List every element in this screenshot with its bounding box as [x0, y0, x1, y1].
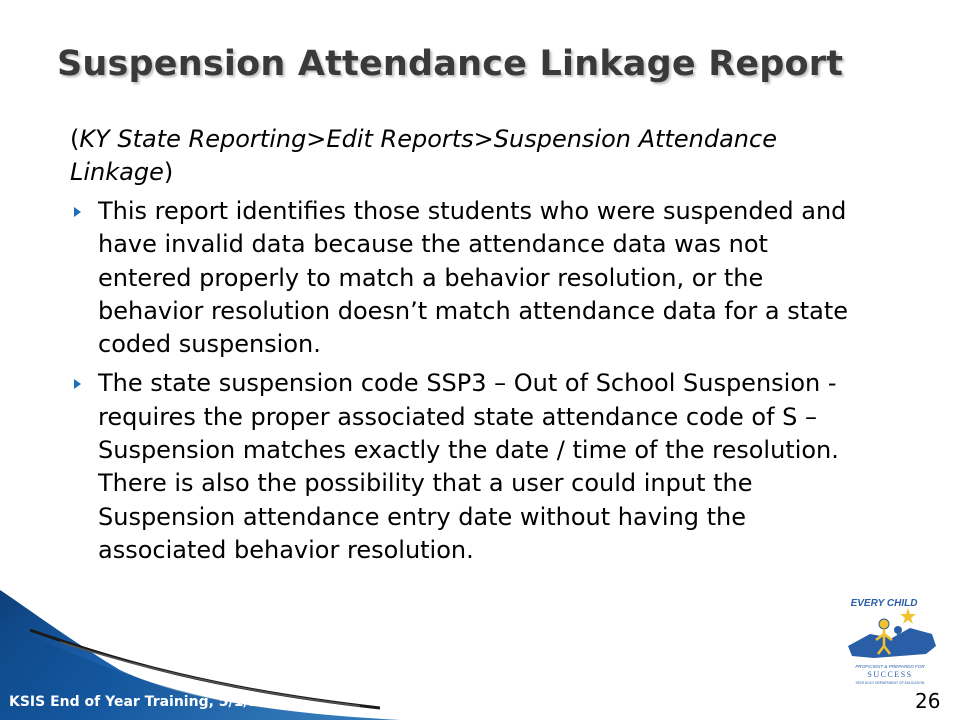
logo-sub-text: PROFICIENT & PREPARED FOR [855, 664, 925, 669]
footer-text: KSIS End of Year Training, 5/1/13 [9, 694, 268, 710]
triangle-right-icon [74, 379, 81, 389]
bullet-text: This report identifies those students who were suspended and have invalid data because the attendance data was not entered properly to match a behavior resolution, or the behavior resolution doesn’t match attendance data for a state coded suspension. [98, 197, 849, 359]
logo-org-text: KENTUCKY DEPARTMENT OF EDUCATION [855, 681, 925, 685]
bullet-text: The state suspension code SSP3 – Out of School Suspension - requires the proper associated state attendance code of S – Suspension matches exactly the date / time of the resolution. There is also the possibility that a user could input the Suspension attendance entry date without having the associated behavior resolution. [98, 369, 839, 564]
triangle-right-icon [74, 207, 81, 217]
bullet-item [70, 367, 860, 567]
logo-success-text: SUCCESS [867, 670, 913, 679]
path-close-paren: ) [163, 158, 174, 186]
slide-title: Suspension Attendance Linkage Report [57, 44, 844, 84]
every-child-logo [840, 594, 940, 690]
page-number: 26 [915, 689, 941, 713]
navigation-path [70, 123, 850, 189]
path-text: KY State Reporting>Edit Reports>Suspension Attendance Linkage [70, 125, 777, 186]
bullet-item [70, 195, 860, 361]
path-open-paren: ( [70, 125, 80, 153]
bullet-list [70, 195, 860, 567]
logo-top-text: EVERY CHILD [850, 598, 918, 609]
